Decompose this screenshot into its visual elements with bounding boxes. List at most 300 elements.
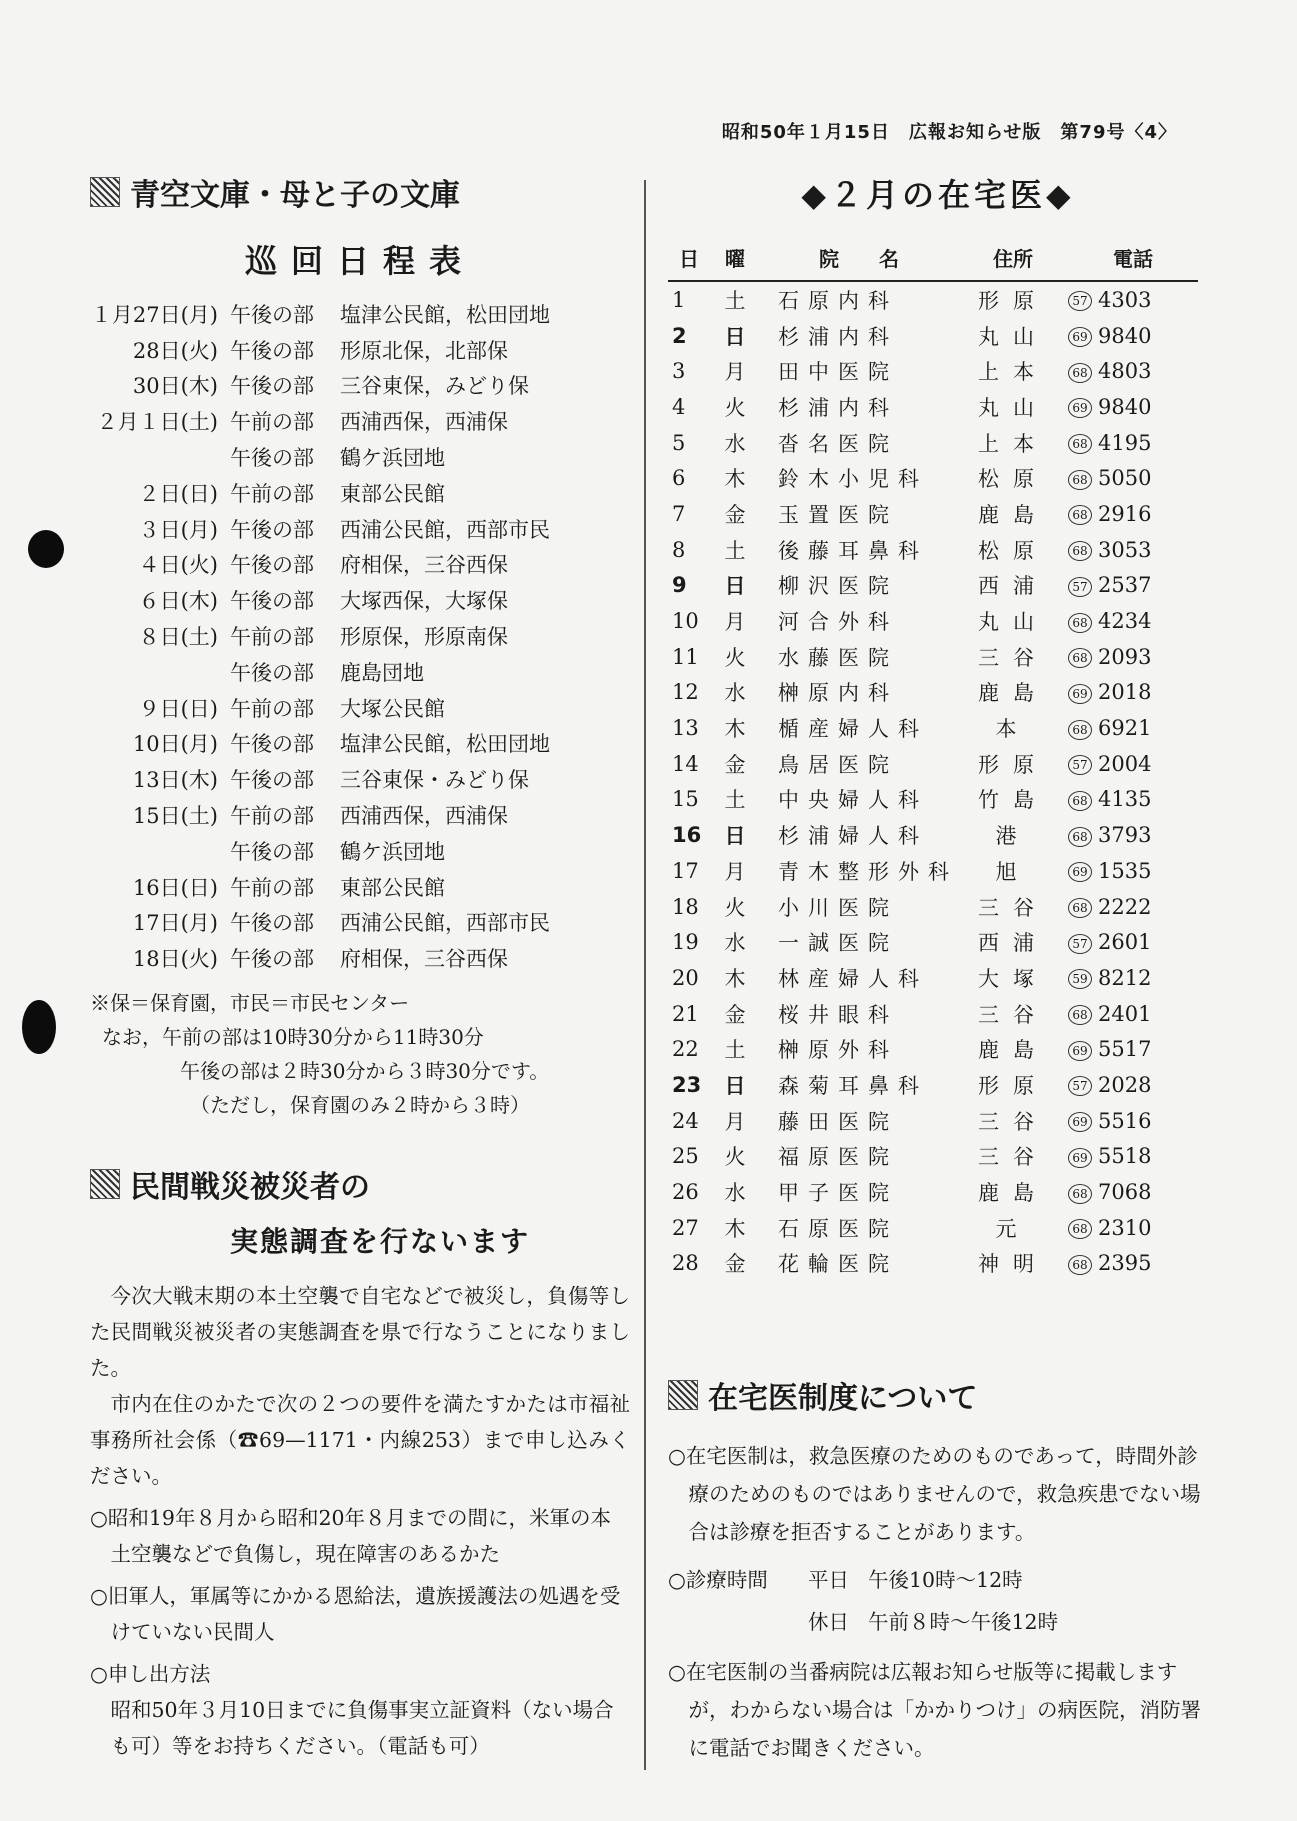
- roster-weekday: 土: [724, 1038, 746, 1063]
- schedule-row: [90, 797, 630, 833]
- schedule-part: 午後の部: [230, 338, 314, 363]
- exchange-code-badge: 68: [1068, 1184, 1092, 1204]
- tel-number: 2916: [1098, 501, 1152, 526]
- schedule-part: 午前の部: [230, 875, 314, 900]
- schedule-part: 午前の部: [230, 804, 314, 829]
- schedule-row: [90, 475, 630, 511]
- exchange-code-badge: 68: [1068, 1219, 1092, 1239]
- tel-number: 2310: [1098, 1215, 1152, 1240]
- roster-tel: [1068, 318, 1198, 354]
- schedule-date: １月27日(月): [90, 302, 218, 327]
- policy-paragraph-1: ○在宅医制は，救急医療のためのものであって，時間外診療のためのものではありませんので，救急疾患でない場合は診療を拒否することがあります。: [668, 1444, 1201, 1545]
- schedule-table: [90, 296, 630, 976]
- schedule-part: 午後の部: [230, 732, 314, 757]
- note-abbrev: ※保＝保育園，市民＝市民センター: [90, 991, 410, 1016]
- roster-clinic: 榊原内科: [778, 681, 898, 706]
- roster-address: 三谷: [978, 1109, 1048, 1134]
- roster-day: 25: [672, 1144, 699, 1169]
- exchange-code-badge: 68: [1068, 470, 1092, 490]
- roster-row: [668, 782, 1198, 818]
- column-divider: [644, 180, 646, 1770]
- roster-clinic: 青木整形外科: [778, 859, 958, 884]
- roster-row: [668, 639, 1198, 675]
- schedule-place: 三谷東保・みどり保: [340, 768, 529, 793]
- survey-method-heading: ○申し出方法: [90, 1662, 211, 1687]
- schedule-date: ９日(日): [138, 696, 218, 721]
- exchange-code-badge: 69: [1068, 1148, 1092, 1168]
- exchange-code-badge: 68: [1068, 363, 1092, 383]
- exchange-code-badge: 68: [1068, 827, 1092, 847]
- roster-row: [668, 924, 1198, 960]
- roster-day: 11: [672, 644, 699, 669]
- roster-day: 20: [672, 965, 699, 990]
- roster-weekday: 火: [724, 645, 746, 670]
- schedule-place: 三谷東保，みどり保: [340, 374, 529, 399]
- roster-weekday: 木: [724, 1216, 746, 1241]
- tel-number: 9840: [1098, 394, 1152, 419]
- header-address: 住所: [958, 234, 1068, 281]
- tel-number: 9840: [1098, 323, 1152, 348]
- header-clinic: 院 名: [760, 234, 958, 281]
- schedule-date: 13日(木): [132, 768, 218, 793]
- roster-row: [668, 889, 1198, 925]
- roster-day: 21: [672, 1001, 699, 1026]
- schedule-row: [90, 618, 630, 654]
- roster-weekday: 土: [724, 538, 746, 563]
- schedule-row: [90, 547, 630, 583]
- hours-label: ○診療時間: [668, 1568, 768, 1593]
- schedule-date: ４日(火): [138, 553, 218, 578]
- roster-weekday: 金: [724, 502, 746, 527]
- schedule-row: [90, 833, 630, 869]
- tel-number: 4234: [1098, 609, 1152, 634]
- roster-day: 5: [672, 430, 686, 455]
- roster-weekday: 日: [724, 1073, 746, 1098]
- roster-clinic: 鳥居医院: [778, 752, 898, 777]
- header-weekday: 曜: [710, 234, 760, 281]
- roster-day: 10: [672, 609, 699, 634]
- roster-weekday: 日: [724, 824, 746, 849]
- tel-number: 8212: [1098, 965, 1152, 990]
- exchange-code-badge: 68: [1068, 1255, 1092, 1275]
- schedule-part: 午後の部: [230, 768, 314, 793]
- roster-row: [668, 353, 1198, 389]
- schedule-place: 塩津公民館，松田団地: [340, 732, 550, 757]
- roster-address: 形原: [978, 752, 1048, 777]
- roster-row: [668, 425, 1198, 461]
- schedule-notes: [90, 986, 630, 1122]
- exchange-code-badge: 69: [1068, 862, 1092, 882]
- schedule-date: 18日(火): [132, 947, 218, 972]
- survey-requirement-1: ○昭和19年８月から昭和20年８月までの間に，米軍の本土空襲などで負傷し，現在障害のあるかた: [90, 1506, 612, 1567]
- roster-day: 19: [672, 930, 699, 955]
- roster-tel: [1068, 924, 1198, 960]
- schedule-place: 形原北保，北部保: [340, 338, 508, 363]
- schedule-date: 17日(月): [132, 911, 218, 936]
- schedule-row: [90, 869, 630, 905]
- left-column: [90, 170, 630, 1764]
- roster-row: [668, 1174, 1198, 1210]
- roster-address: 松原: [978, 538, 1048, 563]
- roster-clinic: 藤田医院: [778, 1109, 898, 1134]
- roster-tel: [1068, 353, 1198, 389]
- schedule-part: 午後の部: [230, 517, 314, 542]
- hatch-bullet-icon: [668, 1380, 698, 1410]
- roster-tel: [1068, 960, 1198, 996]
- tel-number: 2018: [1098, 680, 1152, 705]
- schedule-place: 東部公民館: [340, 875, 445, 900]
- roster-address: 松原: [978, 467, 1048, 492]
- tel-number: 2028: [1098, 1072, 1152, 1097]
- policy-title: [668, 1373, 1208, 1417]
- schedule-place: 鶴ケ浜団地: [340, 446, 445, 471]
- exchange-code-badge: 69: [1068, 327, 1092, 347]
- roster-weekday: 月: [724, 859, 746, 884]
- schedule-date: ６日(木): [138, 589, 218, 614]
- roster-row: [668, 318, 1198, 354]
- roster-row: [668, 1067, 1198, 1103]
- roster-clinic: 楯産婦人科: [778, 717, 928, 742]
- tel-number: 2004: [1098, 751, 1152, 776]
- exchange-code-badge: 68: [1068, 791, 1092, 811]
- policy-title-text: 在宅医制度について: [708, 1381, 978, 1417]
- schedule-row: [90, 582, 630, 618]
- ink-blot: [22, 1000, 56, 1054]
- schedule-place: 大塚西保，大塚保: [340, 589, 508, 614]
- roster-row: [668, 996, 1198, 1032]
- roster-day: 2: [672, 323, 687, 348]
- roster-row: [668, 568, 1198, 604]
- schedule-place: 塩津公民館，松田団地: [340, 302, 550, 327]
- survey-paragraph-1: 今次大戦末期の本土空襲で自宅などで被災し，負傷等した民間戦災被災者の実態調査を県で行なうことになりました。: [90, 1284, 630, 1381]
- roster-weekday: 月: [724, 610, 746, 635]
- schedule-part: 午後の部: [230, 660, 314, 685]
- roster-weekday: 木: [724, 467, 746, 492]
- roster-day: 23: [672, 1072, 702, 1097]
- roster-day: 16: [672, 823, 702, 848]
- weekday-hours: 午後10時～12時: [868, 1568, 1023, 1593]
- schedule-part: 午前の部: [230, 410, 314, 435]
- roster-tel: [1068, 425, 1198, 461]
- schedule-date: ３日(月): [138, 517, 218, 542]
- roster-address: 西浦: [978, 931, 1048, 956]
- roster-day: 12: [672, 680, 699, 705]
- exchange-code-badge: 69: [1068, 684, 1092, 704]
- weekday-label: 平日: [808, 1568, 849, 1593]
- roster-day: 6: [672, 466, 686, 491]
- roster-clinic: 田中医院: [778, 360, 898, 385]
- tel-number: 4303: [1098, 287, 1152, 312]
- issue-header: 昭和50年１月15日 広報お知らせ版 第79号〈4〉: [721, 122, 1177, 143]
- schedule-place: 府相保，三谷西保: [340, 947, 508, 972]
- survey-paragraph-2: 市内在住のかたで次の２つの要件を満たすかたは市福祉事務所社会係（☎69—1171・内線253）まで申し込みください。: [90, 1392, 630, 1489]
- roster-clinic: 森菊耳鼻科: [778, 1073, 928, 1098]
- schedule-place: 西浦公民館，西部市民: [340, 517, 550, 542]
- roster-day: 15: [672, 787, 699, 812]
- policy-paragraph-2: ○在宅医制の当番病院は広報お知らせ版等に掲載しますが，わからない場合は「かかりつけ」の病医院，消防署に電話でお聞きください。: [668, 1660, 1201, 1761]
- hours-label-spacer: [668, 1601, 808, 1643]
- roster-header-row: [668, 234, 1198, 281]
- exchange-code-badge: 68: [1068, 720, 1092, 740]
- survey-method-body: 昭和50年３月10日までに負傷事実立証資料（ない場合も可）等をお持ちください。（電話も可）: [110, 1698, 614, 1759]
- roster-weekday: 木: [724, 717, 746, 742]
- bunko-title: [90, 170, 630, 214]
- schedule-part: 午後の部: [230, 553, 314, 578]
- bunko-section: [90, 170, 630, 1122]
- schedule-part: 午後の部: [230, 446, 314, 471]
- roster-weekday: 金: [724, 1002, 746, 1027]
- tel-number: 4135: [1098, 787, 1152, 812]
- roster-clinic: 杉浦内科: [778, 395, 898, 420]
- tel-number: 5518: [1098, 1144, 1152, 1169]
- schedule-part: 午前の部: [230, 481, 314, 506]
- schedule-part: 午後の部: [230, 947, 314, 972]
- schedule-row: [90, 690, 630, 726]
- roster-weekday: 火: [724, 1145, 746, 1170]
- roster-tel: [1068, 603, 1198, 639]
- roster-table: [668, 234, 1198, 1281]
- schedule-date: ２月１日(土): [96, 410, 218, 435]
- schedule-part: 午後の部: [230, 911, 314, 936]
- hatch-bullet-icon: [90, 1169, 120, 1199]
- roster-weekday: 水: [724, 931, 746, 956]
- roster-address: 竹島: [978, 788, 1048, 813]
- note-morning: なお，午前の部は10時30分から11時30分: [102, 1025, 484, 1050]
- schedule-date: 30日(木): [132, 374, 218, 399]
- roster-day: 3: [672, 359, 686, 384]
- roster-address: 三谷: [978, 645, 1048, 670]
- roster-weekday: 木: [724, 966, 746, 991]
- roster-weekday: 土: [724, 288, 746, 313]
- roster-day: 27: [672, 1215, 699, 1240]
- tel-number: 2537: [1098, 573, 1152, 598]
- schedule-date: ８日(土): [138, 625, 218, 650]
- roster-clinic: 杉浦内科: [778, 324, 898, 349]
- tel-number: 3053: [1098, 537, 1152, 562]
- roster-tel: [1068, 1067, 1198, 1103]
- roster-clinic: 柳沢医院: [778, 574, 898, 599]
- exchange-code-badge: 68: [1068, 541, 1092, 561]
- roster-clinic: 石原内科: [778, 288, 898, 313]
- hatch-bullet-icon: [90, 177, 120, 207]
- roster-address: 鹿島: [978, 1038, 1048, 1063]
- schedule-part: 午後の部: [230, 589, 314, 614]
- roster-clinic: 福原医院: [778, 1145, 898, 1170]
- exchange-code-badge: 68: [1068, 1005, 1092, 1025]
- roster-address: 三谷: [978, 895, 1048, 920]
- roster-tel: [1068, 639, 1198, 675]
- hours-holiday-row: [668, 1601, 1208, 1643]
- schedule-row: [90, 940, 630, 976]
- holiday-hours: 午前８時～午後12時: [868, 1610, 1059, 1635]
- exchange-code-badge: 69: [1068, 1112, 1092, 1132]
- roster-tel: [1068, 460, 1198, 496]
- roster-row: [668, 1031, 1198, 1067]
- roster-clinic: 杉浦婦人科: [778, 824, 928, 849]
- tel-number: 5517: [1098, 1037, 1152, 1062]
- schedule-part: 午前の部: [230, 625, 314, 650]
- schedule-row: [90, 403, 630, 439]
- tel-number: 4195: [1098, 430, 1152, 455]
- roster-row: [668, 460, 1198, 496]
- tel-number: 7068: [1098, 1180, 1152, 1205]
- exchange-code-badge: 68: [1068, 613, 1092, 633]
- roster-address: 三谷: [978, 1002, 1048, 1027]
- roster-tel: [1068, 1031, 1198, 1067]
- roster-tel: [1068, 782, 1198, 818]
- tel-number: 5516: [1098, 1108, 1152, 1133]
- roster-clinic: 小川医院: [778, 895, 898, 920]
- roster-address: 鹿島: [978, 502, 1048, 527]
- tel-number: 1535: [1098, 858, 1152, 883]
- roster-row: [668, 853, 1198, 889]
- holiday-label: 休日: [808, 1610, 849, 1635]
- roster-clinic: 花輪医院: [778, 1252, 898, 1277]
- roster-tel: [1068, 1139, 1198, 1175]
- exchange-code-badge: 57: [1068, 934, 1092, 954]
- roster-tel: [1068, 1210, 1198, 1246]
- roster-weekday: 金: [724, 752, 746, 777]
- roster-section: [668, 170, 1208, 1281]
- tel-number: 2401: [1098, 1001, 1152, 1026]
- survey-title: [90, 1162, 630, 1206]
- roster-address: 丸山: [978, 324, 1048, 349]
- roster-weekday: 土: [724, 788, 746, 813]
- exchange-code-badge: 68: [1068, 434, 1092, 454]
- tel-number: 4803: [1098, 359, 1152, 384]
- roster-clinic: 甲子医院: [778, 1181, 898, 1206]
- roster-tel: [1068, 496, 1198, 532]
- tel-number: 5050: [1098, 466, 1152, 491]
- roster-day: 8: [672, 537, 686, 562]
- roster-tel: [1068, 710, 1198, 746]
- roster-clinic: 後藤耳鼻科: [778, 538, 928, 563]
- schedule-place: 西浦西保，西浦保: [340, 410, 508, 435]
- roster-weekday: 水: [724, 431, 746, 456]
- roster-day: 22: [672, 1037, 699, 1062]
- roster-clinic: 榊原外科: [778, 1038, 898, 1063]
- roster-row: [668, 532, 1198, 568]
- roster-day: 26: [672, 1180, 699, 1205]
- roster-tel: [1068, 389, 1198, 425]
- roster-address: 本: [995, 717, 1031, 742]
- header-day: 日: [668, 234, 710, 281]
- roster-row: [668, 746, 1198, 782]
- tel-number: 3793: [1098, 823, 1152, 848]
- note-nursery: （ただし，保育園のみ２時から３時）: [190, 1093, 530, 1118]
- roster-address: 大塚: [978, 966, 1048, 991]
- roster-clinic: 水藤医院: [778, 645, 898, 670]
- schedule-date: 15日(土): [132, 804, 218, 829]
- roster-address: 西浦: [978, 574, 1048, 599]
- roster-row: [668, 817, 1198, 853]
- schedule-row: [90, 296, 630, 332]
- schedule-row: [90, 761, 630, 797]
- roster-tel: [1068, 817, 1198, 853]
- survey-section: [90, 1162, 630, 1764]
- exchange-code-badge: 57: [1068, 1076, 1092, 1096]
- roster-clinic: 鈴木小児科: [778, 467, 928, 492]
- schedule-place: 西浦西保，西浦保: [340, 804, 508, 829]
- roster-row: [668, 960, 1198, 996]
- tel-number: 2093: [1098, 644, 1152, 669]
- roster-address: 元: [995, 1216, 1031, 1241]
- roster-clinic: 中央婦人科: [778, 788, 928, 813]
- schedule-part: 午前の部: [230, 696, 314, 721]
- roster-clinic: 林産婦人科: [778, 966, 928, 991]
- roster-clinic: 玉置医院: [778, 502, 898, 527]
- schedule-date: 16日(日): [132, 875, 218, 900]
- roster-tel: [1068, 532, 1198, 568]
- roster-day: 24: [672, 1108, 699, 1133]
- bunko-title-text: 青空文庫・母と子の文庫: [130, 178, 460, 213]
- policy-section: [668, 1373, 1208, 1767]
- roster-row: [668, 1139, 1198, 1175]
- schedule-row: [90, 332, 630, 368]
- roster-address: 神明: [978, 1252, 1048, 1277]
- survey-title-text: 民間戦災被災者の: [130, 1170, 370, 1206]
- roster-title: ◆２月の在宅医◆: [801, 176, 1075, 214]
- roster-day: 13: [672, 716, 699, 741]
- schedule-place: 鹿島団地: [340, 660, 424, 685]
- roster-weekday: 水: [724, 1181, 746, 1206]
- roster-address: 旭: [995, 859, 1031, 884]
- exchange-code-badge: 69: [1068, 398, 1092, 418]
- schedule-row: [90, 511, 630, 547]
- roster-clinic: 桜井眼科: [778, 1002, 898, 1027]
- roster-row: [668, 281, 1198, 318]
- tel-number: 2395: [1098, 1251, 1152, 1276]
- roster-row: [668, 389, 1198, 425]
- exchange-code-badge: 69: [1068, 1041, 1092, 1061]
- roster-day: 28: [672, 1251, 699, 1276]
- schedule-place: 西浦公民館，西部市民: [340, 911, 550, 936]
- right-column: [668, 170, 1208, 1775]
- schedule-part: 午後の部: [230, 302, 314, 327]
- roster-weekday: 水: [724, 681, 746, 706]
- exchange-code-badge: 57: [1068, 291, 1092, 311]
- header-tel: 電話: [1068, 234, 1198, 281]
- roster-address: 丸山: [978, 395, 1048, 420]
- roster-day: 4: [672, 394, 686, 419]
- roster-address: 形原: [978, 288, 1048, 313]
- roster-row: [668, 710, 1198, 746]
- roster-weekday: 火: [724, 395, 746, 420]
- roster-row: [668, 1210, 1198, 1246]
- roster-day: 1: [672, 287, 686, 312]
- hours-weekday-row: [668, 1559, 1208, 1601]
- roster-address: 形原: [978, 1073, 1048, 1098]
- roster-address: 鹿島: [978, 681, 1048, 706]
- tel-number: 2222: [1098, 894, 1152, 919]
- schedule-place: 形原保，形原南保: [340, 625, 508, 650]
- schedule-place: 鶴ケ浜団地: [340, 839, 445, 864]
- note-afternoon: 午後の部は２時30分から３時30分です。: [180, 1059, 550, 1084]
- bunko-subtitle: 巡回日程表: [244, 242, 475, 280]
- roster-address: 鹿島: [978, 1181, 1048, 1206]
- schedule-part: 午後の部: [230, 374, 314, 399]
- schedule-row: [90, 368, 630, 404]
- roster-tel: [1068, 889, 1198, 925]
- roster-tel: [1068, 568, 1198, 604]
- exchange-code-badge: 59: [1068, 969, 1092, 989]
- schedule-part: 午後の部: [230, 839, 314, 864]
- tel-number: 2601: [1098, 930, 1152, 955]
- schedule-row: [90, 654, 630, 690]
- roster-row: [668, 675, 1198, 711]
- roster-address: 丸山: [978, 610, 1048, 635]
- roster-clinic: 一誠医院: [778, 931, 898, 956]
